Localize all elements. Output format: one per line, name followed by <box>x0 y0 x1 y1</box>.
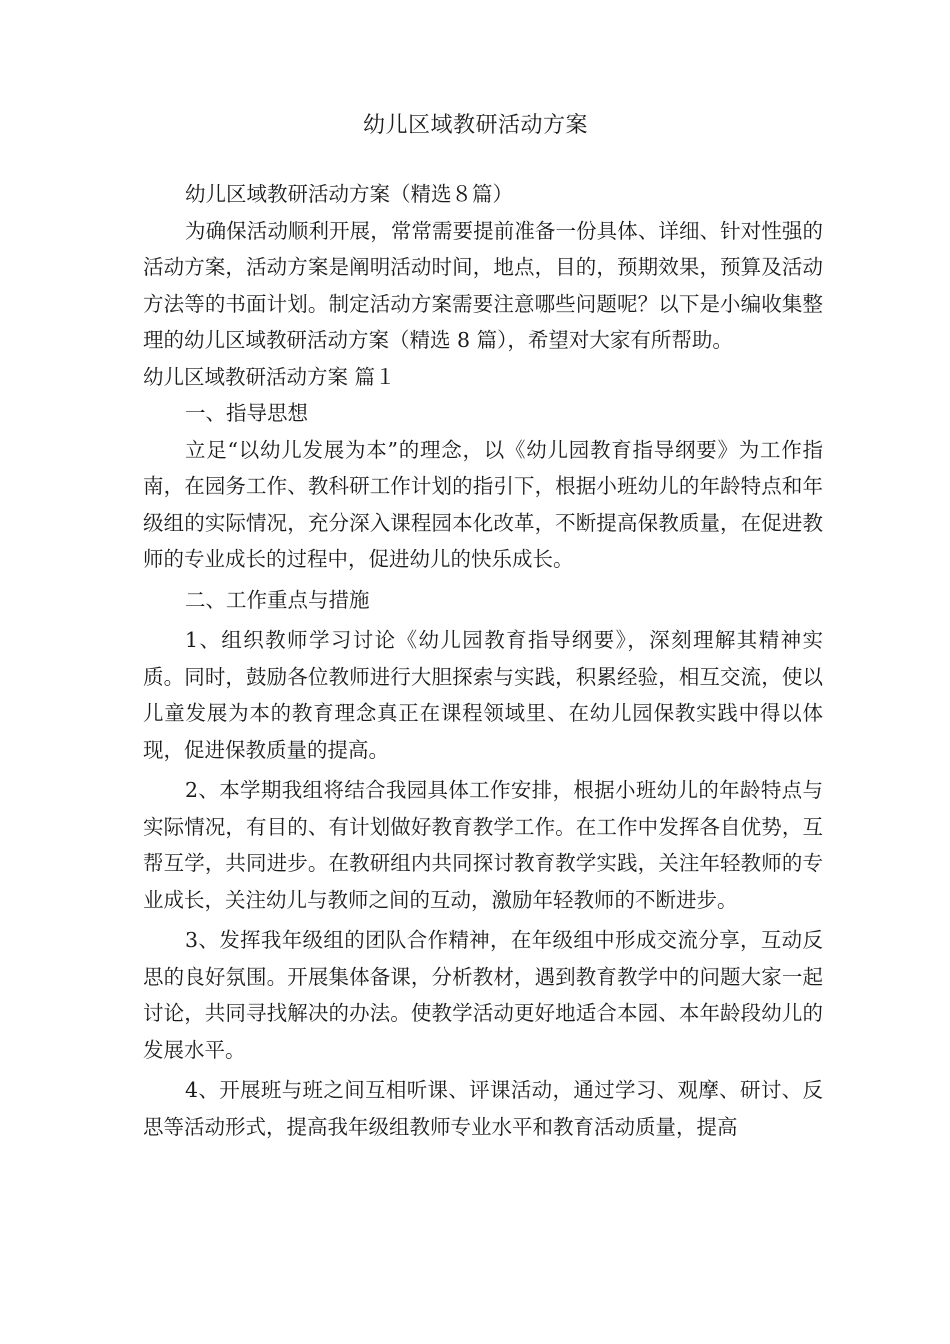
work-item-4-paragraph: 4、开展班与班之间互相听课、评课活动，通过学习、观摩、研讨、反思等活动形式，提高我年级组教师专业水平和教育活动质量，提高 <box>143 1078 823 1139</box>
subtitle-paragraph: 幼儿区域教研活动方案（精选８篇） <box>185 182 513 206</box>
article-heading: 幼儿区域教研活动方案 篇１ <box>143 364 396 389</box>
work-item-3-paragraph: 3、发挥我年级组的团队合作精神，在年级组中形成交流分享，互动反思的良好氛围。开展集体备课，分析教材，遇到教育教学中的问题大家一起讨论，共同寻找解决的办法。使教学活动更好地适合本园、本年龄段幼儿的发展水平。 <box>143 928 823 1062</box>
document-body <box>143 176 823 1145</box>
section-heading-work-focus: 二、工作重点与措施 <box>185 587 370 612</box>
guiding-thought-paragraph: 立足“以幼儿发展为本”的理念，以《幼儿园教育指导纲要》为工作指南，在园务工作、教科研工作计划的指引下，根据小班幼儿的年龄特点和年级组的实际情况，充分深入课程园本化改革，不断提高保教质量，在促进教师的专业成长的过程中，促进幼儿的快乐成长。 <box>143 437 823 571</box>
work-item-1-paragraph: 1、组织教师学习讨论《幼儿园教育指导纲要》，深刻理解其精神实质。同时，鼓励各位教师进行大胆探索与实践，积累经验，相互交流，使以儿童发展为本的教育理念真正在课程领域里、在幼儿园保教实践中得以体现，促进保教质量的提高。 <box>143 628 823 762</box>
work-item-2-paragraph: 2、本学期我组将结合我园具体工作安排，根据小班幼儿的年龄特点与实际情况，有目的、有计划做好教育教学工作。在工作中发挥各自优势，互帮互学，共同进步。在教研组内共同探讨教育教学实践，关注年轻教师的专业成长，关注幼儿与教师之间的互动，激励年轻教师的不断进步。 <box>143 778 823 912</box>
document-title: 幼儿区域教研活动方案 <box>362 113 588 138</box>
section-heading-guiding-thought: 一、指导思想 <box>185 401 308 425</box>
intro-paragraph: 为确保活动顺利开展，常常需要提前准备一份具体、详细、针对性强的活动方案，活动方案是阐明活动时间，地点，目的，预期效果，预算及活动方法等的书面计划。制定活动方案需要注意哪些问题呢？以下是小编收集整理的幼儿区域教研活动方案（精选 8 篇），希望对大家有所帮助。 <box>143 218 823 352</box>
